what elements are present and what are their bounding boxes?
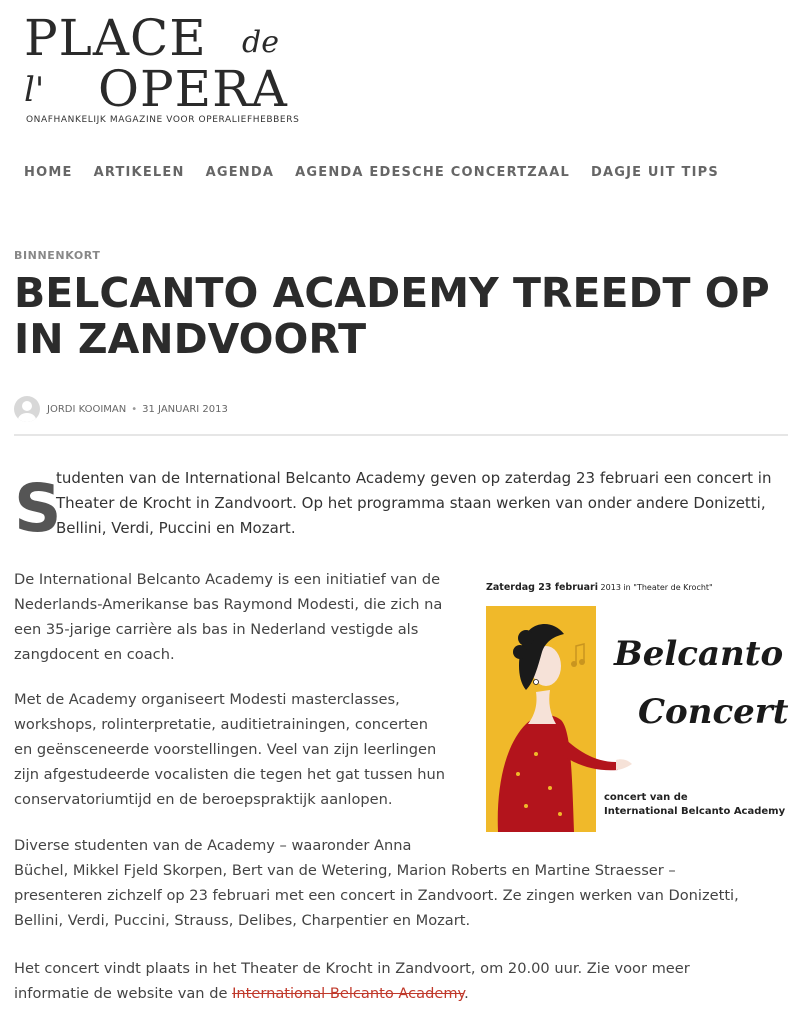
paragraph-2-line: workshops, rolinterpretatie, auditietrainingen, concerten (14, 716, 428, 733)
title-line-2: IN ZANDVOORT (14, 315, 367, 363)
logo-word-opera: OPERA (98, 60, 288, 118)
poster-date-year: 2013 (598, 583, 624, 592)
nav-dagje-uit-tips[interactable]: DAGJE UIT TIPS (590, 165, 719, 180)
author-name[interactable]: JORDI KOOIMAN (47, 403, 127, 415)
paragraph-1-line: zangdocent en coach. (14, 646, 175, 663)
nav-agenda[interactable]: AGENDA (205, 165, 275, 180)
logo-tagline: ONAFHANKELIJK MAGAZINE VOOR OPERALIEFHEBBERS (26, 115, 300, 125)
logo-word-de: de (242, 25, 279, 60)
byline (14, 396, 228, 422)
poster-date-prefix: Zaterdag 23 februari (486, 582, 598, 593)
header-divider (14, 434, 788, 436)
lead-line-2: Theater de Krocht in Zandvoort. Op het programma staan werken van onder andere Donizetti, (56, 494, 766, 512)
lead-line-3: Bellini, Verdi, Puccini en Mozart. (56, 519, 296, 537)
paragraph-2-line: zijn afgestudeerde vocalisten die tegen het gat tussen hun (14, 766, 445, 783)
logo-word-place: PLACE (24, 9, 207, 67)
paragraph-4-line: Het concert vindt plaats in het Theater de Krocht in Zandvoort, om 20.00 uur. Zie voor meer (14, 960, 690, 977)
paragraph-1-line: Nederlands-Amerikanse bas Raymond Modesti, die zich na (14, 596, 443, 613)
paragraph-3-line: Büchel, Mikkel Fjeld Skorpen, Bert van de Wetering, Marion Roberts en Martine Straesser – (14, 862, 676, 879)
nav-home[interactable]: HOME (24, 165, 73, 180)
nav-agenda-edesche-concertzaal[interactable]: AGENDA EDESCHE CONCERTZAAL (295, 165, 570, 180)
poster-title-concert: Concert (638, 692, 789, 732)
belcanto-academy-link[interactable]: International Belcanto Academy (232, 985, 465, 1002)
publish-date: 31 JANUARI 2013 (142, 403, 228, 415)
lead-line-1: tudenten van de International Belcanto Academy geven op zaterdag 23 februari een concert in (56, 469, 772, 487)
concert-poster (476, 574, 790, 836)
paragraph-4-line-2 (14, 981, 469, 1006)
paragraph-1-line: De International Belcanto Academy is een initiatief van de (14, 571, 441, 588)
nav-artikelen[interactable]: ARTIKELEN (93, 165, 185, 180)
drop-cap: S (14, 470, 62, 547)
article-title (14, 270, 794, 362)
paragraph-2-line: conservatoriumtijd en de beroepspraktijk aanlopen. (14, 791, 393, 808)
author-avatar[interactable] (14, 396, 40, 422)
paragraph-3-line: Bellini, Verdi, Puccini, Strauss, Delibes, Charpentier en Mozart. (14, 912, 471, 929)
poster-title-belcanto: Belcanto (614, 634, 784, 674)
main-nav (24, 165, 740, 180)
article-category[interactable]: BINNENKORT (14, 249, 101, 262)
paragraph-2-line: en geënsceneerde voorstellingen. Veel van zijn leerlingen (14, 741, 437, 758)
paragraph-4-prefix: informatie de website van de (14, 985, 233, 1002)
site-logo[interactable] (24, 9, 334, 132)
paragraph-3-line: presenteren zichzelf op 23 februari met een concert in Zandvoort. Ze zingen werken van Donizetti, (14, 887, 739, 904)
byline-separator: • (131, 403, 138, 415)
poster-date-venue: in "Theater de Krocht" (623, 583, 713, 592)
paragraph-4-suffix: . (464, 985, 469, 1002)
poster-subtitle-2: International Belcanto Academy (604, 806, 786, 817)
title-line-1: BELCANTO ACADEMY TREEDT OP (14, 269, 770, 317)
logo-word-l: l' (24, 70, 45, 110)
paragraph-3-line: Diverse studenten van de Academy – waaronder Anna (14, 837, 412, 854)
paragraph-1-line: een 35-jarige carrière als bas in Nederland vestigde als (14, 621, 419, 638)
poster-subtitle-1: concert van de (604, 792, 688, 803)
paragraph-2-line: Met de Academy organiseert Modesti masterclasses, (14, 691, 400, 708)
